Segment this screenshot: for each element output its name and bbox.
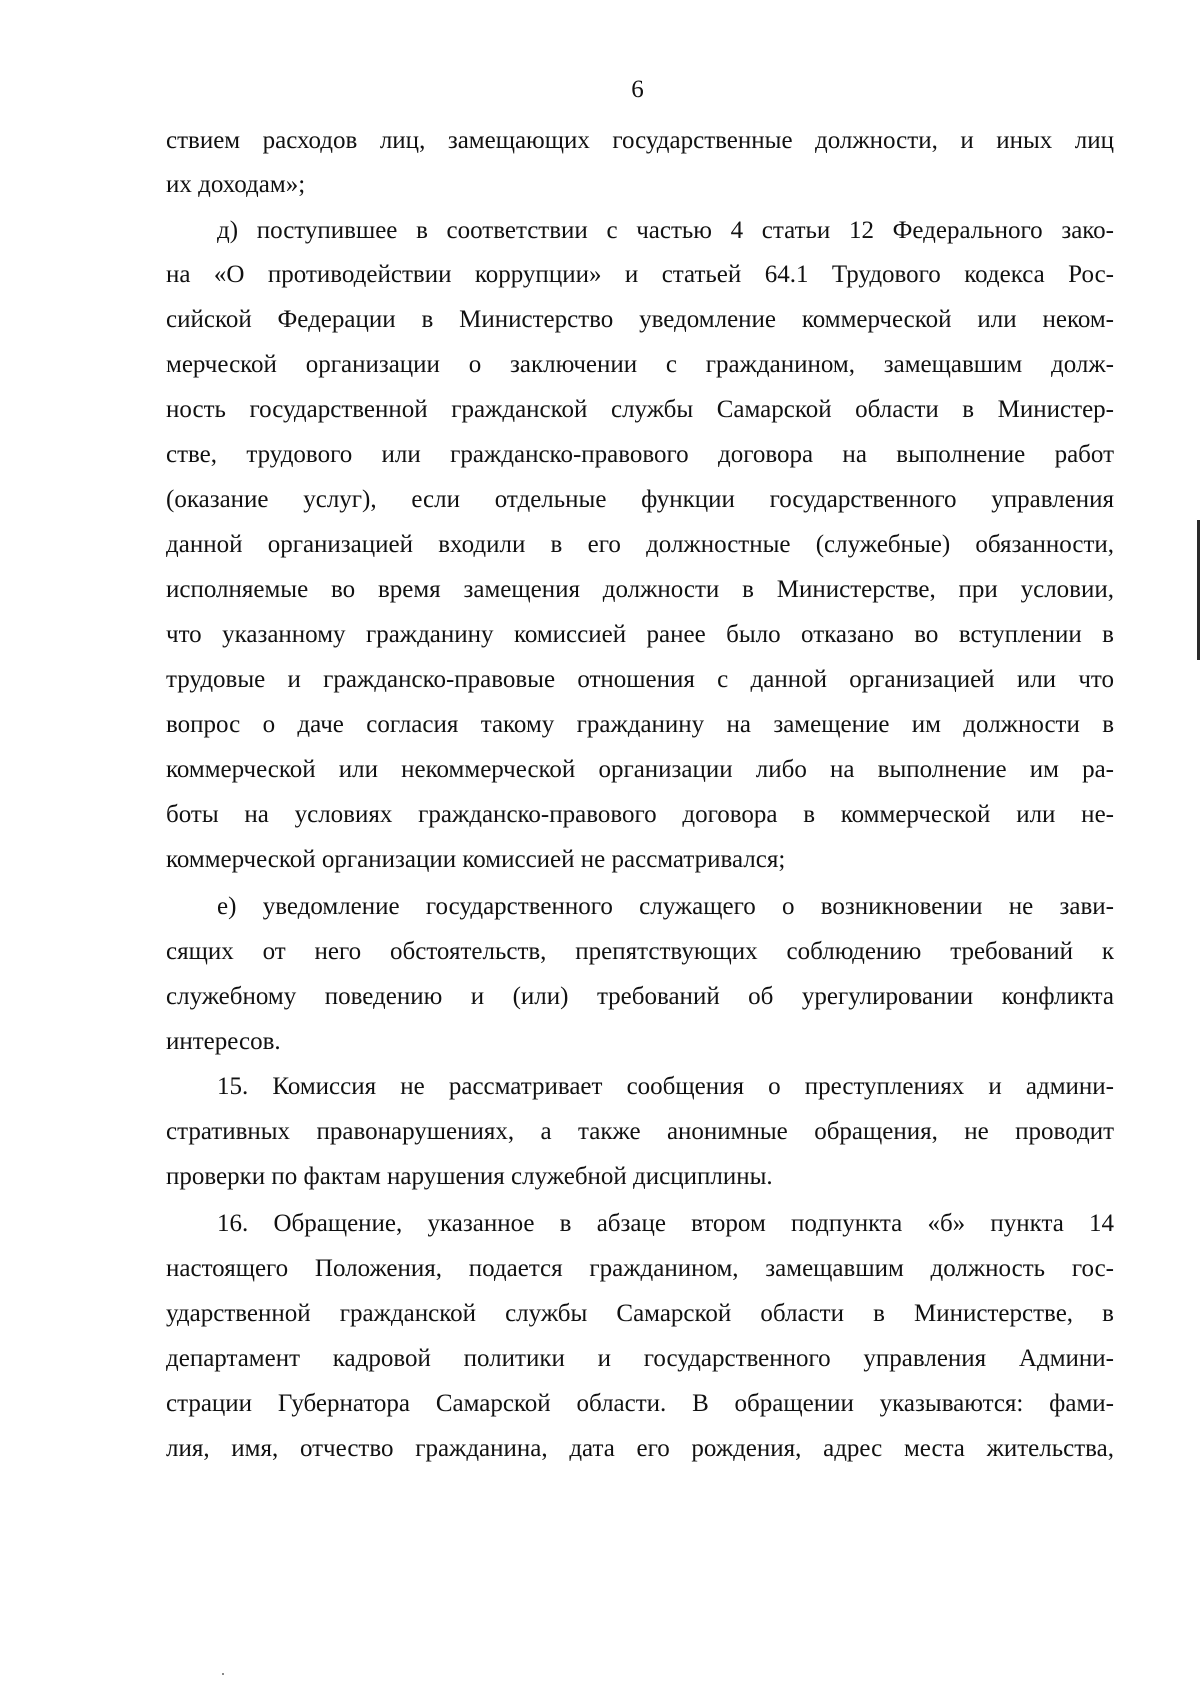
text-line: боты на условиях гражданско-правового договора в коммерческой или не- <box>166 801 1114 828</box>
text-line: служебному поведению и (или) требований об урегулировании конфликта <box>166 983 1114 1010</box>
text-line: ударственной гражданской службы Самарской области в Министерстве, в <box>166 1300 1114 1327</box>
text-line: 15. Комиссия не рассматривает сообщения о преступлениях и админи- <box>217 1073 1114 1100</box>
text-line: д) поступившее в соответствии с частью 4 статьи 12 Федерального зако- <box>217 217 1114 244</box>
text-line: мерческой организации о заключении с гражданином, замещавшим долж- <box>166 351 1114 378</box>
scan-speck <box>222 1673 224 1675</box>
text-line: исполняемые во время замещения должности в Министерстве, при условии, <box>166 576 1114 603</box>
text-line: проверки по фактам нарушения служебной дисциплины. <box>166 1163 773 1190</box>
text-line: трудовые и гражданско-правовые отношения с данной организацией или что <box>166 666 1114 693</box>
text-line: лия, имя, отчество гражданина, дата его рождения, адрес места жительства, <box>166 1435 1114 1462</box>
page-number: 6 <box>631 76 644 103</box>
text-line: страции Губернатора Самарской области. В обращении указываются: фами- <box>166 1390 1114 1417</box>
text-line: е) уведомление государственного служащего о возникновении не зави- <box>217 893 1114 920</box>
text-line: коммерческой организации комиссией не рассматривался; <box>166 846 786 873</box>
text-line: их доходам»; <box>166 171 306 198</box>
text-line: сящих от него обстоятельств, препятствующих соблюдению требований к <box>166 938 1114 965</box>
text-line: стве, трудового или гражданско-правового договора на выполнение работ <box>166 441 1114 468</box>
text-line: что указанному гражданину комиссией ранее было отказано во вступлении в <box>166 621 1114 648</box>
text-line: вопрос о даче согласия такому гражданину на замещение им должности в <box>166 711 1114 738</box>
text-line: на «О противодействии коррупции» и статьей 64.1 Трудового кодекса Рос- <box>166 261 1114 288</box>
text-line: настоящего Положения, подается гражданином, замещавшим должность гос- <box>166 1255 1114 1282</box>
text-line: ствием расходов лиц, замещающих государственные должности, и иных лиц <box>166 127 1114 154</box>
text-line: ность государственной гражданской службы Самарской области в Министер- <box>166 396 1114 423</box>
text-line: стративных правонарушениях, а также анонимные обращения, не проводит <box>166 1118 1114 1145</box>
text-line: (оказание услуг), если отдельные функции государственного управления <box>166 486 1114 513</box>
text-line: коммерческой или некоммерческой организации либо на выполнение им ра- <box>166 756 1114 783</box>
text-line: сийской Федерации в Министерство уведомление коммерческой или неком- <box>166 306 1114 333</box>
text-line: департамент кадровой политики и государственного управления Админи- <box>166 1345 1114 1372</box>
text-line: 16. Обращение, указанное в абзаце втором подпункта «б» пункта 14 <box>217 1210 1114 1237</box>
text-line: данной организацией входили в его должностные (служебные) обязанности, <box>166 531 1114 558</box>
text-line: интересов. <box>166 1028 281 1055</box>
